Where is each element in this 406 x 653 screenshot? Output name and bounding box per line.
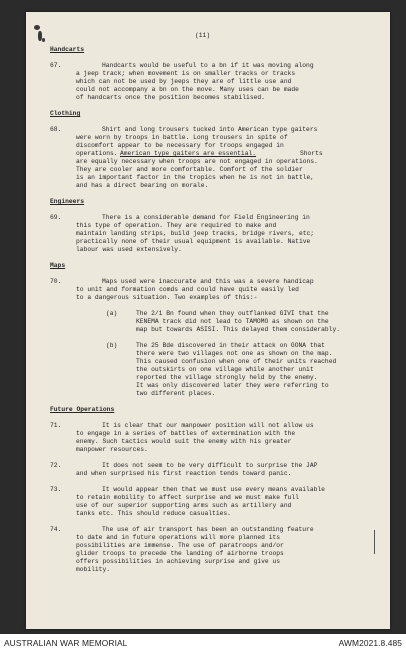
paragraph-line: to date and in future operations will more planned its (76, 534, 281, 541)
paragraph-number: 67. (50, 62, 62, 69)
paragraph-line: It is clear that our manpower position will not allow us (102, 422, 314, 429)
paragraph-line: operations. (76, 150, 118, 157)
paragraph-line: offers possibilities in achieving surprise and give us (76, 558, 281, 565)
paragraph-line: of handcarts once the position becomes stabilised. (76, 94, 265, 101)
subparagraph-line: The 25 Bde discovered in their attack on GONA that (136, 342, 325, 349)
subparagraph-line: the outskirts on one village while another unit (136, 366, 314, 373)
paragraph-line: It would appear then that we must use every means available (102, 486, 325, 493)
paragraph-number: 72. (50, 462, 62, 469)
section-heading-future-operations: Future Operations (50, 406, 115, 413)
paragraph-line: to unit and formation comds and could have quite easily led (76, 286, 299, 293)
paragraph-line: which can not be used by jeeps they are of little use and (76, 78, 292, 85)
footer-right-label: AWM2021.8.485 (338, 638, 402, 648)
paragraph-line: They are cooler and more comfortable. Comfort of the soldier (76, 166, 303, 173)
subparagraph-label: (a) (106, 310, 118, 317)
paragraph-line: enemy. Such tactics would suit the enemy with his greater (76, 438, 292, 445)
paragraph-line: to a dangerous situation. Two examples of this:- (76, 294, 258, 301)
footer-left-label: AUSTRALIAN WAR MEMORIAL (4, 638, 128, 648)
paragraph-number: 74. (50, 526, 62, 533)
subparagraph-line: map but towards ASISI. This delayed them considerably. (136, 326, 341, 333)
paragraph-line: this type of operation. They are required to make and (76, 222, 277, 229)
paragraph-line: Handcarts would be useful to a bn if it was moving along (102, 62, 314, 69)
subparagraph-line: two different places. (136, 390, 216, 397)
paragraph-number: 70. (50, 278, 62, 285)
footer-bar (0, 634, 406, 653)
subparagraph-label: (b) (106, 342, 118, 349)
margin-mark (374, 530, 375, 554)
subparagraph-line: It was only discovered later they were referring to (136, 382, 329, 389)
page-number: (11) (195, 32, 211, 39)
paragraph-line: and has a direct bearing on morale. (76, 182, 209, 189)
ink-blot (34, 25, 40, 30)
paragraph-line: glider troops to precede the landing of airborne troops (76, 550, 284, 557)
paragraph-line: Maps used were inaccurate and this was a severe handicap (102, 278, 314, 285)
paragraph-number: 69. (50, 214, 62, 221)
paragraph-line: to engage in a series of battles of extermination with the (76, 430, 296, 437)
subparagraph-line: This caused confusion when one of their units reached (136, 358, 337, 365)
paragraph-number: 71. (50, 422, 62, 429)
paragraph-line: possibilities are immense. The use of paratroops and/or (76, 542, 284, 549)
paragraph-line: use of our superior supporting arms such as artillery and (76, 502, 292, 509)
paragraph-line: could not accompany a bn on the move. Many uses can be made (76, 86, 299, 93)
paragraph-line: The use of air transport has been an outstanding feature (102, 526, 314, 533)
paragraph-line: tanks etc. This should reduce casualties. (76, 510, 231, 517)
subparagraph-line: The 2/1 Bn found when they outflanked GIVI that the (136, 310, 329, 317)
paragraph-line: manpower resources. (76, 446, 148, 453)
paragraph-line: were worn by troops in battle. Long trousers in spite of (76, 134, 288, 141)
document-page (26, 12, 390, 629)
paragraph-line: a jeep track; when movement is on smaller tracks or tracks (76, 70, 296, 77)
paragraph-line: discomfort appear to be necessary for troops engaged in (76, 142, 284, 149)
paragraph-line: to retain mobility to affect surprise and we must make full (76, 494, 299, 501)
paragraph-line: There is a considerable demand for Field Engineering in (102, 214, 310, 221)
subparagraph-line: reported the village strongly held by the enemy. (136, 374, 318, 381)
subparagraph-line: KENEMA track did not lead to TAMOMO as shown on the (136, 318, 329, 325)
section-heading-engineers: Engineers (50, 198, 85, 205)
paragraph-line: and when surprised his first reaction tends toward panic. (76, 470, 292, 477)
paragraph-number: 73. (50, 486, 62, 493)
paragraph-line: labour was used extensively. (76, 246, 182, 253)
ink-blot (42, 38, 45, 42)
paragraph-line: practically none of their usual equipment is available. Native (76, 238, 311, 245)
subparagraph-line: there were two villages not one as shown on the map. (136, 350, 333, 357)
section-heading-handcarts: Handcarts (50, 46, 85, 53)
paragraph-line: Shorts (300, 150, 323, 157)
paragraph-line: mobility. (76, 566, 111, 573)
section-heading-clothing: Clothing (50, 110, 81, 117)
paragraph-line: It does not seem to be very difficult to surprise the JAP (102, 462, 318, 469)
section-heading-maps: Maps (50, 262, 66, 269)
paragraph-line: Shirt and long trousers tucked into American type gaiters (102, 126, 318, 133)
paragraph-line: are equally necessary when troops are not engaged in operations. (76, 158, 318, 165)
paragraph-line: is an important factor in the tropics when he is not in battle, (76, 174, 315, 181)
underlined-phrase: American type gaiters are essential. (120, 150, 257, 157)
paragraph-line: maintain landing strips, build jeep tracks, bridge rivers, etc; (76, 230, 315, 237)
paragraph-number: 68. (50, 126, 62, 133)
